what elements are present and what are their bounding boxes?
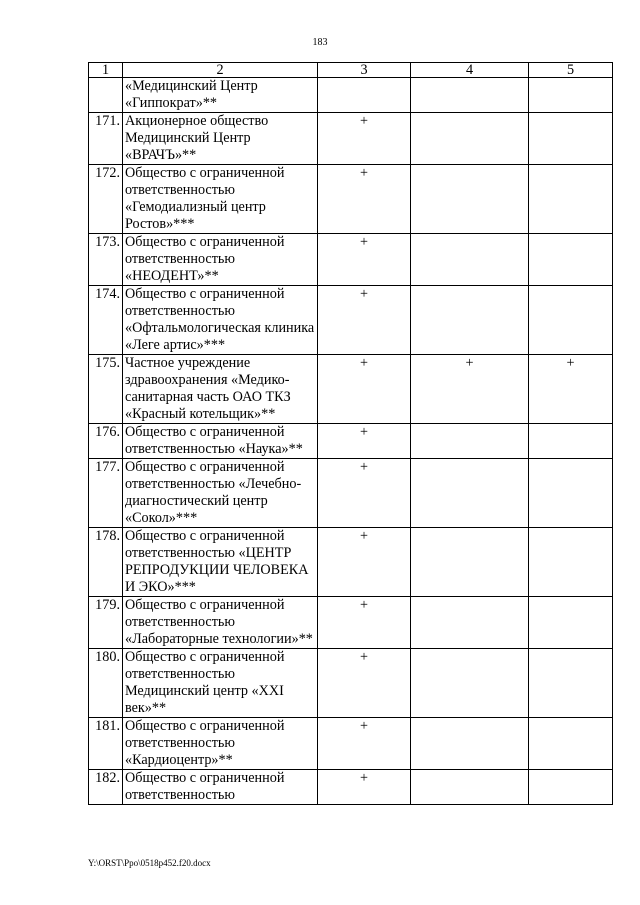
row-number: 174. bbox=[89, 286, 123, 355]
row-number: 178. bbox=[89, 528, 123, 597]
organization-name: Общество с ограниченной ответственностью bbox=[123, 770, 318, 805]
table-row bbox=[89, 718, 613, 770]
column-5-mark: + bbox=[529, 355, 613, 424]
column-3-mark: + bbox=[318, 165, 411, 234]
column-3-mark: + bbox=[318, 286, 411, 355]
row-number: 182. bbox=[89, 770, 123, 805]
column-5-mark bbox=[529, 459, 613, 528]
column-5-mark bbox=[529, 286, 613, 355]
organization-name: Общество с ограниченной ответственностью «Офтальмологическая клиника «Леге артис»*** bbox=[123, 286, 318, 355]
column-header: 5 bbox=[529, 63, 613, 78]
organization-name: Общество с ограниченной ответственностью «Кардиоцентр»** bbox=[123, 718, 318, 770]
column-header: 2 bbox=[123, 63, 318, 78]
column-3-mark: + bbox=[318, 459, 411, 528]
row-number: 177. bbox=[89, 459, 123, 528]
row-number: 172. bbox=[89, 165, 123, 234]
column-4-mark bbox=[411, 770, 529, 805]
column-3-mark: + bbox=[318, 355, 411, 424]
column-4-mark bbox=[411, 165, 529, 234]
column-3-mark: + bbox=[318, 528, 411, 597]
column-5-mark bbox=[529, 718, 613, 770]
column-5-mark bbox=[529, 649, 613, 718]
row-number: 176. bbox=[89, 424, 123, 459]
column-4-mark bbox=[411, 649, 529, 718]
row-number: 173. bbox=[89, 234, 123, 286]
table-row bbox=[89, 459, 613, 528]
column-5-mark bbox=[529, 234, 613, 286]
column-3-mark: + bbox=[318, 770, 411, 805]
column-3-mark: + bbox=[318, 113, 411, 165]
organization-name: Акционерное общество Медицинский Центр «ВРАЧЪ»** bbox=[123, 113, 318, 165]
column-header: 1 bbox=[89, 63, 123, 78]
row-number: 175. bbox=[89, 355, 123, 424]
column-4-mark: + bbox=[411, 355, 529, 424]
organizations-table bbox=[88, 62, 613, 805]
column-5-mark bbox=[529, 78, 613, 113]
page-number: 183 bbox=[312, 37, 328, 48]
column-4-mark bbox=[411, 459, 529, 528]
table-row bbox=[89, 355, 613, 424]
table-row bbox=[89, 113, 613, 165]
organization-name: Общество с ограниченной ответственностью «Наука»** bbox=[123, 424, 318, 459]
column-4-mark bbox=[411, 718, 529, 770]
column-3-mark: + bbox=[318, 234, 411, 286]
column-5-mark bbox=[529, 424, 613, 459]
organization-name: Общество с ограниченной ответственностью «НЕОДЕНТ»** bbox=[123, 234, 318, 286]
column-3-mark: + bbox=[318, 597, 411, 649]
column-4-mark bbox=[411, 424, 529, 459]
file-path-footer: Y:\ORST\Ppo\0518p452.f20.docx bbox=[88, 858, 211, 868]
column-5-mark bbox=[529, 597, 613, 649]
table-row bbox=[89, 286, 613, 355]
table-body bbox=[89, 78, 613, 805]
table-row bbox=[89, 424, 613, 459]
table-row bbox=[89, 78, 613, 113]
table-row bbox=[89, 234, 613, 286]
table-row bbox=[89, 528, 613, 597]
organization-name: Общество с ограниченной ответственностью «Лабораторные технологии»** bbox=[123, 597, 318, 649]
row-number: 180. bbox=[89, 649, 123, 718]
table-row bbox=[89, 649, 613, 718]
organization-name: Общество с ограниченной ответственностью Медицинский центр «XXI век»** bbox=[123, 649, 318, 718]
organization-name: «Медицинский Центр «Гиппократ»** bbox=[123, 78, 318, 113]
organization-name: Частное учреждение здравоохранения «Медико-санитарная часть ОАО ТКЗ «Красный котельщик»** bbox=[123, 355, 318, 424]
column-5-mark bbox=[529, 528, 613, 597]
table-row bbox=[89, 597, 613, 649]
organization-name: Общество с ограниченной ответственностью «Лечебно-диагностический центр «Сокол»*** bbox=[123, 459, 318, 528]
row-number: 179. bbox=[89, 597, 123, 649]
column-5-mark bbox=[529, 770, 613, 805]
column-header: 4 bbox=[411, 63, 529, 78]
column-3-mark bbox=[318, 78, 411, 113]
table-row bbox=[89, 770, 613, 805]
column-4-mark bbox=[411, 286, 529, 355]
column-4-mark bbox=[411, 234, 529, 286]
column-3-mark: + bbox=[318, 649, 411, 718]
column-4-mark bbox=[411, 78, 529, 113]
organization-name: Общество с ограниченной ответственностью «Гемодиализный центр Ростов»*** bbox=[123, 165, 318, 234]
column-3-mark: + bbox=[318, 718, 411, 770]
row-number bbox=[89, 78, 123, 113]
column-5-mark bbox=[529, 165, 613, 234]
table-header-row bbox=[89, 63, 613, 78]
column-4-mark bbox=[411, 528, 529, 597]
column-3-mark: + bbox=[318, 424, 411, 459]
column-4-mark bbox=[411, 113, 529, 165]
row-number: 171. bbox=[89, 113, 123, 165]
row-number: 181. bbox=[89, 718, 123, 770]
organization-name: Общество с ограниченной ответственностью «ЦЕНТР РЕПРОДУКЦИИ ЧЕЛОВЕКА И ЭКО»*** bbox=[123, 528, 318, 597]
table-row bbox=[89, 165, 613, 234]
column-5-mark bbox=[529, 113, 613, 165]
column-header: 3 bbox=[318, 63, 411, 78]
column-4-mark bbox=[411, 597, 529, 649]
